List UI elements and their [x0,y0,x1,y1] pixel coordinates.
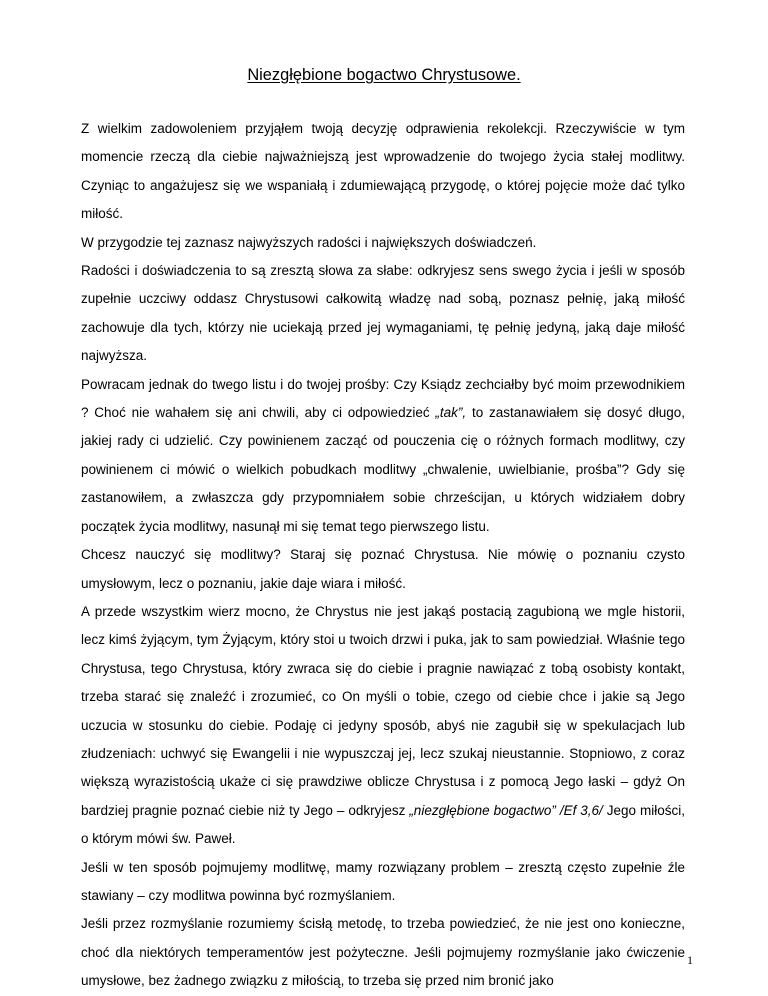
text-run: Z wielkim zadowoleniem przyjąłem twoją decyzję odprawienia rekolekcji. Rzeczywiście w tym momencie rzeczą dla ciebie najważniejszą jest wprowadzenie do twojego życia stałej modlitwy. Czyniąc to angażujesz się we wspaniałą i zdumiewającą przygodę, o której pojęcie może dać tylko miłość. [81,121,685,222]
text-run: to zastanawiałem się dosyć długo, jakiej rady ci udzielić. Czy powinienem zacząć od pouczenia cię o różnych formach modlitwy, czy powinienem ci mówić o wielkich pobudkach modlitwy „chwalenie, uwielbianie, prośba”? Gdy się zastanowiłem, a zwłaszcza gdy przypomniałem sobie chrześcijan, u których widziałem dobry początek życia modlitwy, nasunął mi się temat tego pierwszego listu. [81,405,685,534]
text-run: Powracam jednak do twego listu i do twojej prośby: Czy Ksiądz zechciałby być moim przewodnikiem ? Choć nie wahałem się ani chwili, aby ci odpowiedzieć [81,376,685,421]
paragraph [81,854,685,911]
document-body [81,115,685,996]
paragraph [81,598,685,854]
text-run: Chcesz nauczyć się modlitwy? Staraj się poznać Chrystusa. Nie mówię o poznaniu czysto umysłowym, lecz o poznaniu, jakie daje wiara i miłość. [81,547,685,591]
italic-text: „niezgłębione bogactwo” /Ef 3,6/ [409,802,603,818]
paragraph [81,371,685,541]
text-run: Jeśli w ten sposób pojmujemy modlitwę, mamy rozwiązany problem – zresztą często zupełnie źle stawiany – czy modlitwa powinna być rozmyślaniem. [81,859,685,903]
document-title: Niezgłębione bogactwo Chrystusowe. [247,66,521,84]
page-number: 1 [687,953,693,967]
italic-text: „tak”, [435,405,467,421]
text-run: Jego miłości, o którym mówi św. Paweł. [81,802,686,847]
paragraph [81,115,685,229]
text-run: Jeśli przez rozmyślanie rozumiemy ścisłą metodę, to trzeba powiedzieć, że nie jest ono konieczne, choć dla niektórych temperamentów jest pożyteczne. Jeśli pojmujemy rozmyślanie jako ćwiczenie umysłowe, bez żadnego związku z miłością, to trzeba się przed nim bronić jako [81,916,685,989]
text-run: Radości i doświadczenia to są zresztą słowa za słabe: odkryjesz sens swego życia i jeśli w sposób zupełnie uczciwy oddasz Chrystusowi całkowitą władzę nad sobą, poznasz pełnię, jaką miłość zachowuje dla tych, którzy nie uciekają przed jej wymaganiami, tę pełnię jedyną, jaką daje miłość najwyższa. [81,263,685,364]
text-run: W przygodzie tej zaznasz najwyższych radości i największych doświadczeń. [81,234,537,250]
text-run: A przede wszystkim wierz mocno, że Chrystus nie jest jakąś postacią zagubioną we mgle historii, lecz kimś żyjącym, tym Żyjącym, który stoi u twoich drzwi i puka, jak to sam powiedział. Właśnie tego Chrystusa, tego Chrystusa, który zwraca się do ciebie i pragnie nawiązać z tobą osobisty kontakt, trzeba starać się znaleźć i zrozumieć, co On myśli o tobie, czego od ciebie chce i jakie są Jego uczucia w stosunku do ciebie. Podaję ci jedyny sposób, abyś nie zagubił się w spekulacjach lub złudzeniach: uchwyć się Ewangelii i nie wypuszczaj jej, lecz szukaj nieustannie. Stopniowo, z coraz większą wyrazistością ukaże ci się prawdziwe oblicze Chrystusa i z pomocą Jego łaski – gdyż On bardziej pragnie poznać ciebie niż ty Jego – odkryjesz [81,603,685,818]
paragraph [81,910,685,995]
paragraph [81,541,685,598]
paragraph [81,229,685,257]
paragraph [81,257,685,371]
